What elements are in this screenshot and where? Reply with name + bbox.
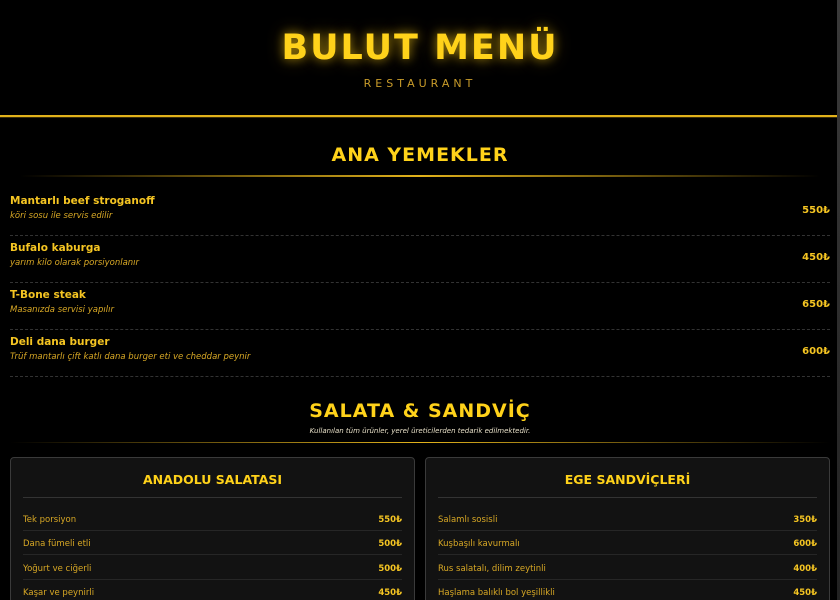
card-row-name: Haşlama balıklı bol yeşillikli <box>438 588 555 599</box>
card-row <box>23 506 402 531</box>
brand-subtitle: RESTAURANT <box>363 77 477 90</box>
section-title-main: ANA YEMEKLER <box>331 144 509 166</box>
salad-sandwich-section <box>0 397 840 600</box>
menu-item-name: Mantarlı beef stroganoff <box>10 195 155 207</box>
card-row-price: 450₺ <box>378 588 402 599</box>
card-row <box>23 531 402 556</box>
menu-item-price: 550₺ <box>802 205 830 216</box>
main-dish-list <box>10 189 830 377</box>
menu-item-description: Masanızda servisi yapılır <box>10 305 114 315</box>
menu-item-price: 600₺ <box>802 346 830 357</box>
menu-card-anadolu-salad <box>10 457 415 600</box>
card-row <box>438 555 817 580</box>
menu-item <box>10 330 830 377</box>
card-row-name: Tek porsiyon <box>23 514 77 525</box>
menu-item-price: 450₺ <box>802 252 830 263</box>
menu-item-description: köri sosu ile servis edilir <box>10 211 113 221</box>
card-row <box>438 506 817 531</box>
menu-item <box>10 236 830 283</box>
menu-item-name: T-Bone steak <box>10 289 86 301</box>
card-row <box>438 580 817 600</box>
card-title: ANADOLU SALATASI <box>23 458 402 498</box>
card-row <box>438 531 817 556</box>
card-title: EGE SANDVİÇLERİ <box>438 458 817 498</box>
section-divider <box>20 175 820 177</box>
menu-item-name: Deli dana burger <box>10 336 110 348</box>
main-dishes-section <box>0 141 840 377</box>
card-row-price: 500₺ <box>378 539 402 550</box>
card-row-price: 400₺ <box>793 563 817 574</box>
menu-item-price: 650₺ <box>802 299 830 310</box>
card-row-name: Yoğurt ve ciğerli <box>23 563 92 574</box>
card-row <box>23 580 402 600</box>
card-row-price: 350₺ <box>793 514 817 525</box>
section-divider <box>10 442 830 443</box>
card-row-price: 500₺ <box>378 563 402 574</box>
card-row-name: Kuşbaşılı kavurmalı <box>438 539 520 550</box>
card-row-name: Salamlı sosisli <box>438 514 498 525</box>
section-title-salad: SALATA & SANDVİÇ <box>309 400 531 422</box>
card-row-price: 450₺ <box>793 588 817 599</box>
menu-item <box>10 283 830 330</box>
menu-item-name: Bufalo kaburga <box>10 242 101 254</box>
menu-item <box>10 189 830 236</box>
brand-title: BULUT MENÜ <box>281 28 559 68</box>
menu-item-description: yarım kilo olarak porsiyonlanır <box>10 258 140 268</box>
menu-cards <box>10 457 830 600</box>
card-row-name: Rus salatalı, dilim zeytinli <box>438 563 546 574</box>
card-row-price: 550₺ <box>378 514 402 525</box>
card-row <box>23 555 402 580</box>
page-header <box>0 0 840 117</box>
menu-card-ege-sandwich <box>425 457 830 600</box>
card-row-name: Kaşar ve peynirli <box>23 588 95 599</box>
card-row-name: Dana fümeli etli <box>23 539 91 550</box>
section-note: Kullanılan tüm ürünler, yerel üreticilerden tedarik edilmektedir. <box>309 427 531 435</box>
card-row-price: 600₺ <box>793 539 817 550</box>
menu-item-description: Trüf mantarlı çift katlı dana burger eti ve cheddar peynir <box>10 352 251 362</box>
